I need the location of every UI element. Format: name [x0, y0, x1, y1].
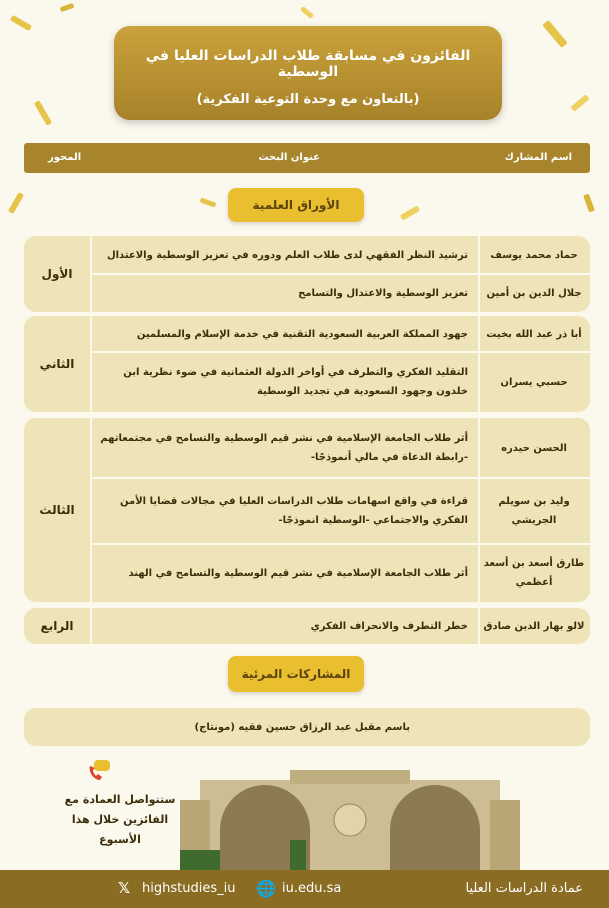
title-banner — [114, 26, 502, 120]
research-title: تعزيز الوسطية والاعتدال والتسامح — [298, 287, 468, 299]
research-title: التقليد الفكري والتطرف في أواخر الدولة العثمانية في ضوء نظرية ابن خلدون وجهود السعودية في تجديد الوسطية — [123, 367, 468, 397]
footer-dept: عمادة الدراسات العليا — [465, 881, 583, 896]
footer-bar — [0, 870, 609, 908]
col-participant: اسم المشارك — [504, 152, 572, 163]
contact-line2: الفائزين خلال هذا الأسبوع — [71, 812, 169, 846]
research-title: قراءة في واقع اسهامات طلاب الدراسات العليا في مجالات قضايا الأمن الفكري والاجتماعي -الوسطية انموذجًا- — [120, 496, 468, 526]
participant-name: حسبي يسران — [500, 376, 568, 388]
col-axis: المحور — [48, 152, 82, 163]
footer-site[interactable]: iu.edu.sa — [282, 881, 342, 896]
group-fourth — [24, 608, 590, 644]
rank-label: الثاني — [39, 357, 75, 371]
rank-label: الثالث — [39, 503, 75, 517]
table-row — [90, 352, 590, 412]
title-line2: (بالتعاون مع وحدة التوعية الفكرية) — [196, 92, 420, 107]
rank-label: الأول — [41, 267, 73, 281]
rank-label: الرابع — [40, 619, 74, 633]
participant-name: وليد بن سويلم الجريشي — [498, 496, 570, 526]
globe-icon: 🌐 — [256, 879, 276, 898]
participant-name: لالو بهار الدين صادق — [483, 620, 585, 632]
table-row — [90, 316, 590, 352]
table-row — [90, 478, 590, 544]
group-third — [24, 418, 590, 602]
table-row — [90, 608, 590, 644]
title-line1: الفائزون في مسابقة طلاب الدراسات العليا في الوسطية — [145, 48, 471, 80]
university-gate-illustration — [180, 770, 520, 870]
footer-handle[interactable]: highstudies_iu — [142, 881, 236, 896]
research-title: أثر طلاب الجامعة الإسلامية في نشر قيم الوسطية والتسامح في الهند — [128, 567, 468, 579]
participant-name: جلال الدين بن أمين — [486, 287, 582, 299]
section-videos: المشاركات المرئية — [228, 656, 364, 692]
group-second — [24, 316, 590, 412]
table-header — [24, 143, 590, 173]
research-title: ترشيد النظر الفقهي لدى طلاب العلم ودوره في تعزيز الوسطية والاعتدال — [106, 249, 468, 261]
participant-name: أبا ذر عبد الله بخيت — [486, 328, 582, 340]
col-research: عنوان البحث — [258, 152, 320, 163]
participant-name: طارق أسعد بن أسعد أعظمي — [483, 558, 585, 588]
research-title: أثر طلاب الجامعة الإسلامية في نشر قيم الوسطية والتسامح في مجتمعاتهم -رابطة الدعاة في مالي أنموذجًا- — [100, 433, 468, 463]
research-title: جهود المملكة العربية السعودية التقنية في خدمة الإسلام والمسلمين — [136, 328, 468, 340]
section-papers: الأوراق العلمية — [228, 188, 364, 222]
research-title: خطر التطرف والانحراف الفكري — [310, 620, 468, 632]
participant-name: حماد محمد يوسف — [490, 249, 578, 261]
group-first — [24, 236, 590, 312]
contact-note — [60, 790, 180, 849]
video-entry-text: باسم مقبل عبد الرزاق حسين فقيه (مونتاج) — [194, 721, 410, 733]
table-row — [90, 236, 590, 274]
phone-chat-icon — [86, 760, 112, 782]
table-row — [90, 274, 590, 312]
contact-line1: ستتواصل العمادة مع — [64, 793, 176, 806]
table-row — [90, 418, 590, 478]
video-entry — [24, 708, 590, 746]
x-logo-icon: 𝕏 — [118, 879, 131, 897]
table-row — [90, 544, 590, 602]
participant-name: الحسن حيدره — [501, 442, 567, 454]
